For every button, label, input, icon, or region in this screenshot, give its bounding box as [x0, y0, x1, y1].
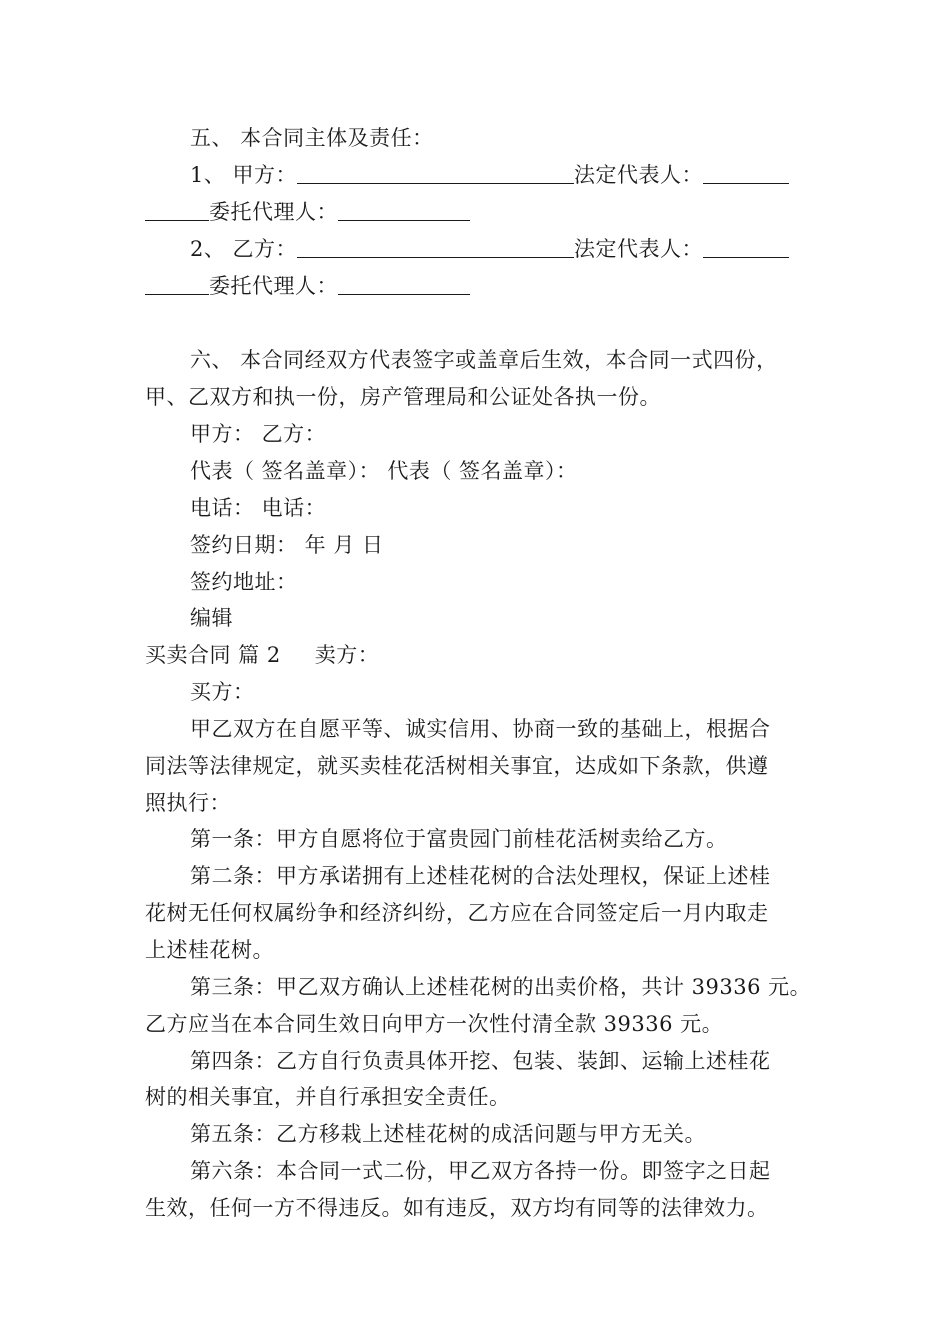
contract2-buyer: 买方： — [190, 680, 255, 704]
party-a-legal-rep-blank[interactable] — [703, 163, 789, 184]
party-b-agent-line — [145, 271, 470, 301]
article4-line: 第四条：乙方自行负责具体开挖、包装、装卸、运输上述桂花 — [190, 1049, 771, 1073]
party-a-legal-rep-label: 法定代表人： — [574, 163, 704, 187]
section6-line1: 六、 本合同经双方代表签字或盖章后生效，本合同一式四份， — [190, 348, 778, 372]
section5-heading: 五、 本合同主体及责任： — [190, 126, 434, 150]
article3-line: 第三条：甲乙双方确认上述桂花树的出卖价格，共计 39336 元。 — [190, 975, 812, 999]
section6-line2: 甲、乙双方和执一份，房产管理局和公证处各执一份。 — [145, 385, 661, 409]
article2-line: 花树无任何权属纷争和经济纠纷，乙方应在合同签定后一月内取走 — [145, 901, 769, 925]
signature-reps: 代表（ 签名盖章）： 代表（ 签名盖章）： — [190, 459, 578, 483]
edit-link[interactable]: 编辑 — [190, 606, 233, 630]
party-b-legal-rep-label: 法定代表人： — [574, 237, 704, 261]
article4-line: 树的相关事宜，并自行承担安全责任。 — [145, 1085, 511, 1109]
party-b-blank[interactable] — [297, 237, 574, 258]
party-b-legal-rep-blank[interactable] — [703, 237, 789, 258]
contract2-title: 买卖合同 篇 2 — [145, 643, 281, 667]
contract2-seller: 卖方： — [314, 643, 380, 667]
signature-parties: 甲方： 乙方： — [190, 422, 327, 446]
party-a-agent-label: 委托代理人： — [209, 200, 338, 224]
party-a-blank[interactable] — [297, 163, 574, 184]
party-a-legal-rep-blank-cont[interactable] — [145, 200, 209, 221]
party-b-label: 2、 乙方： — [190, 237, 298, 261]
party-a-agent-line — [145, 197, 470, 227]
contract2-title-line — [145, 640, 379, 670]
party-a-line — [190, 160, 789, 190]
article6-line: 生效，任何一方不得违反。如有违反，双方均有同等的法律效力。 — [145, 1196, 769, 1220]
article1-line: 第一条：甲方自愿将位于富贵园门前桂花活树卖给乙方。 — [190, 827, 728, 851]
signature-phones: 电话： 电话： — [190, 496, 327, 520]
party-a-label: 1、 甲方： — [190, 163, 298, 187]
contract2-intro-line: 甲乙双方在自愿平等、诚实信用、协商一致的基础上，根据合 — [190, 717, 771, 741]
party-a-agent-blank[interactable] — [338, 200, 470, 221]
party-b-agent-label: 委托代理人： — [209, 274, 338, 298]
article2-line: 上述桂花树。 — [145, 938, 274, 962]
article2-line: 第二条：甲方承诺拥有上述桂花树的合法处理权，保证上述桂 — [190, 864, 771, 888]
contract2-intro-line: 同法等法律规定，就买卖桂花活树相关事宜，达成如下条款，供遵 — [145, 754, 769, 778]
article3-line: 乙方应当在本合同生效日向甲方一次性付清全款 39336 元。 — [145, 1012, 724, 1036]
party-b-agent-blank[interactable] — [338, 274, 470, 295]
article6-line: 第六条：本合同一式二份，甲乙双方各持一份。即签字之日起 — [190, 1159, 771, 1183]
party-b-legal-rep-blank-cont[interactable] — [145, 274, 209, 295]
party-b-line — [190, 234, 789, 264]
signature-address: 签约地址： — [190, 570, 298, 594]
signature-date: 签约日期： 年 月 日 — [190, 533, 384, 557]
article5-line: 第五条：乙方移栽上述桂花树的成活问题与甲方无关。 — [190, 1122, 706, 1146]
contract2-intro-line: 照执行： — [145, 791, 231, 815]
